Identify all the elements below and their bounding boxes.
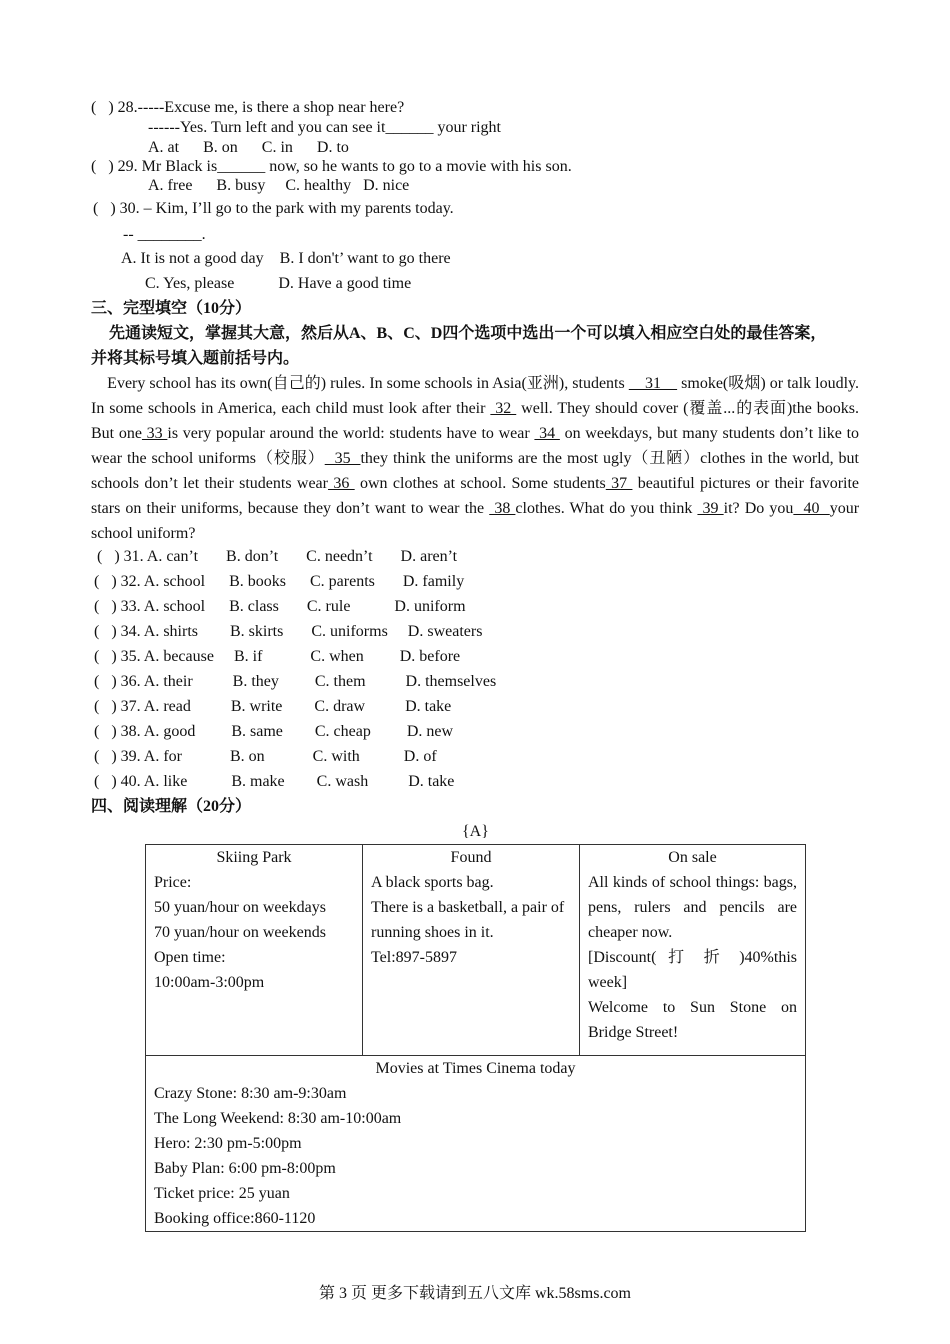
blank-number: 39 <box>697 500 724 517</box>
blank-number: 34 <box>534 425 560 442</box>
table-line: Welcome to Sun Stone on Bridge Street! <box>588 999 797 1041</box>
section3-instruction-line2: 并将其标号填入题前括号内。 <box>91 350 300 367</box>
passage-text: your school uniform? <box>91 500 864 542</box>
table-line: Baby Plan: 6:00 pm-8:00pm <box>154 1160 336 1177</box>
table-line: The Long Weekend: 8:30 am-10:00am <box>154 1110 402 1127</box>
table-line: Open time: <box>154 949 226 966</box>
passage-label: {A} <box>462 823 489 840</box>
q30-options-line2: C. Yes, please D. Have a good time <box>145 275 412 292</box>
table-line: A black sports bag. <box>371 874 494 891</box>
on-sale-title: On sale <box>668 849 717 866</box>
found-cell <box>363 845 580 1056</box>
movies-cell <box>146 1056 806 1232</box>
blank-number: 35 <box>324 450 361 467</box>
table-line: Price: <box>154 874 192 891</box>
section4-heading: 四、阅读理解（20分） <box>91 798 252 815</box>
skiing-park-lines <box>154 870 354 995</box>
passage-text: on weekdays, but many students don’t like to wear the school uniforms（校服） <box>91 425 864 467</box>
passage-text: beautiful pictures or their favorite stars on their uniforms, because they don’t want to wear the <box>91 475 864 517</box>
section3-heading: 三、完型填空（10分） <box>91 300 252 317</box>
passage-text: own clothes at school. Some students <box>354 475 606 492</box>
table-line: 10:00am-3:00pm <box>154 974 265 991</box>
q28-stem: ( ) 28.-----Excuse me, is there a shop near here? <box>91 99 405 116</box>
q30-options-line1: A. It is not a good day B. I don't’ want to go there <box>121 250 451 267</box>
blank-number: 38 <box>489 500 516 517</box>
blank-number: 31 <box>628 375 678 392</box>
table-line: 70 yuan/hour on weekends <box>154 924 326 941</box>
found-title: Found <box>450 849 492 866</box>
table-line: Booking office:860-1120 <box>154 1210 316 1227</box>
page-footer: 第 3 页 更多下载请到五八文库 wk.58sms.com <box>318 1285 631 1302</box>
reading-table <box>145 844 806 1232</box>
on-sale-cell <box>580 845 806 1056</box>
passage-text: it? Do you <box>723 500 794 517</box>
skiing-park-cell <box>146 845 363 1056</box>
table-line: 50 yuan/hour on weekdays <box>154 899 326 916</box>
cloze-item: ( ) 35. A. because B. if C. when D. before <box>94 648 461 665</box>
table-line: There is a basketball, a pair of running shoes in it. <box>371 899 565 941</box>
passage-text: clothes. What do you think <box>515 500 698 517</box>
cloze-item: ( ) 34. A. shirts B. skirts C. uniforms D. sweaters <box>94 623 483 640</box>
cloze-item: ( ) 37. A. read B. write C. draw D. take <box>94 698 452 715</box>
q28-reply: ------Yes. Turn left and you can see it______ your right <box>148 119 501 136</box>
q28-options: A. at B. on C. in D. to <box>148 139 349 156</box>
table-line: All kinds of school things: bags, pens, rulers and pencils are cheaper now. <box>588 874 797 941</box>
cloze-item: ( ) 40. A. like B. make C. wash D. take <box>94 773 455 790</box>
q30-reply: -- ________. <box>123 226 206 243</box>
movies-title: Movies at Times Cinema today <box>375 1060 576 1077</box>
q30-stem: ( ) 30. – Kim, I’ll go to the park with my parents today. <box>93 200 454 217</box>
passage-text: well. They should cover (覆盖...的表面)the books. But one <box>91 400 863 442</box>
table-line: [Discount( 打 折 )40%this week] <box>588 949 797 991</box>
passage-text: Every school has its own(自己的) rules. In some schools in Asia(亚洲), students <box>91 375 629 392</box>
blank-number: 40 <box>793 500 830 517</box>
cloze-passage <box>91 371 864 546</box>
passage-text: is very popular around the world: students have to wear <box>167 425 535 442</box>
cloze-item: ( ) 36. A. their B. they C. them D. themselves <box>94 673 497 690</box>
table-line: Ticket price: 25 yuan <box>154 1185 290 1202</box>
blank-number: 37 <box>605 475 633 492</box>
cloze-item: ( ) 31. A. can’t B. don’t C. needn’t D. aren’t <box>97 548 458 565</box>
cloze-item: ( ) 33. A. school B. class C. rule D. uniform <box>94 598 466 615</box>
passage-text: they think the uniforms are the most ugly（丑陋）clothes in the world, but schools don’t let their students wear <box>91 450 863 492</box>
q29-stem: ( ) 29. Mr Black is______ now, so he wants to go to a movie with his son. <box>91 158 572 175</box>
blank-number: 36 <box>328 475 355 492</box>
table-line: Tel:897-5897 <box>371 949 457 966</box>
q29-options: A. free B. busy C. healthy D. nice <box>148 177 410 194</box>
table-line: Crazy Stone: 8:30 am-9:30am <box>154 1085 347 1102</box>
blank-number: 32 <box>490 400 517 417</box>
skiing-park-title: Skiing Park <box>216 849 292 866</box>
found-lines <box>371 870 571 970</box>
section3-instruction-line1: 先通读短文，掌握其大意，然后从A、B、C、D四个选项中选出一个可以填入相应空白处的最佳答案， <box>109 325 827 342</box>
cloze-item: ( ) 38. A. good B. same C. cheap D. new <box>94 723 454 740</box>
cloze-item: ( ) 39. A. for B. on C. with D. of <box>94 748 437 765</box>
blank-number: 33 <box>141 425 168 442</box>
table-line: Hero: 2:30 pm-5:00pm <box>154 1135 302 1152</box>
on-sale-lines <box>588 870 797 1045</box>
cloze-item: ( ) 32. A. school B. books C. parents D. family <box>94 573 465 590</box>
movies-lines <box>154 1081 797 1231</box>
passage-text: smoke(吸烟) or talk loudly. In some schools in America, each child must look after their <box>91 375 863 417</box>
